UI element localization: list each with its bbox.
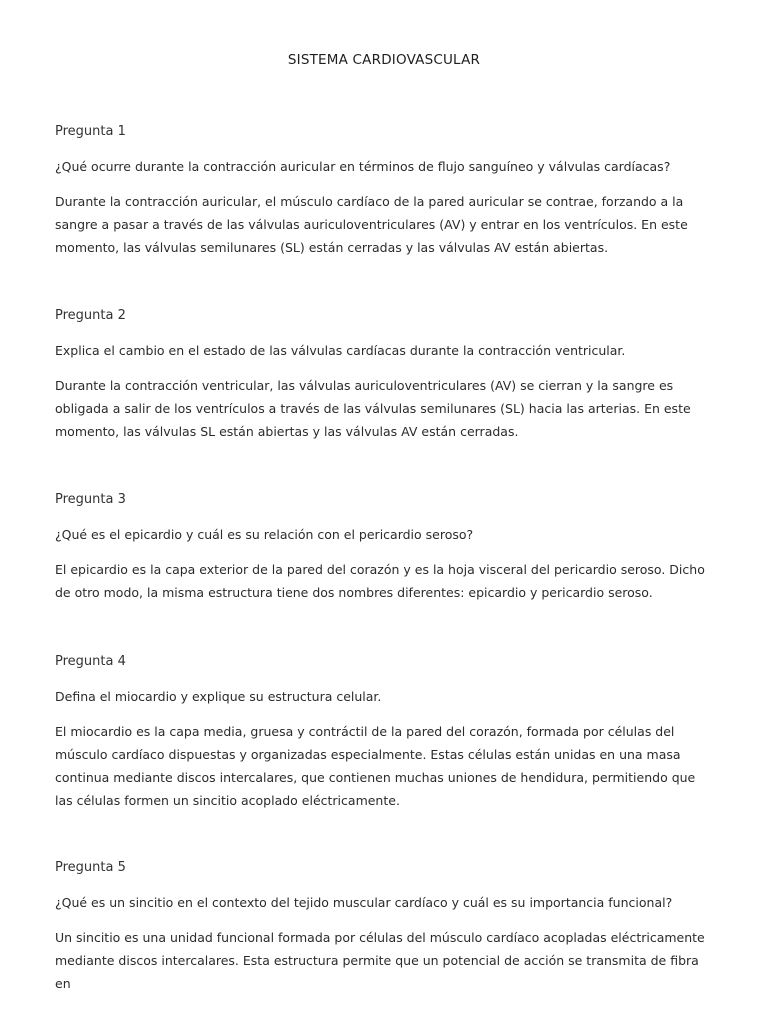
question-label: Pregunta 4 [55, 654, 126, 669]
question-label: Pregunta 2 [55, 308, 126, 323]
question-label: Pregunta 5 [55, 860, 126, 875]
question-text: Explica el cambio en el estado de las válvulas cardíacas durante la contracción ventricular. [55, 343, 626, 358]
question-block-3 [55, 492, 715, 604]
question-label: Pregunta 1 [55, 124, 126, 139]
answer-text: Durante la contracción ventricular, las válvulas auriculoventriculares (AV) se cierran y la sangre es obligada a salir de los ventrículos a través de las válvulas semilunares (SL) hacia las arterias. En este momento, las válvulas SL están abiertas y las válvulas AV están cerradas. [55, 378, 691, 439]
answer-text: Durante la contracción auricular, el músculo cardíaco de la pared auricular se contrae, forzando a la sangre a pasar a través de las válvulas auriculoventriculares (AV) y entrar en los ventrículos. En este momento, las válvulas semilunares (SL) están cerradas y las válvulas AV están abiertas. [55, 194, 688, 255]
question-text: ¿Qué es un sincitio en el contexto del tejido muscular cardíaco y cuál es su importancia funcional? [55, 895, 673, 910]
question-block-5 [55, 860, 715, 995]
question-block-1 [55, 124, 715, 259]
question-text: Defina el miocardio y explique su estructura celular. [55, 689, 382, 704]
question-block-2 [55, 308, 715, 443]
document-title: SISTEMA CARDIOVASCULAR [287, 52, 481, 68]
answer-text: El epicardio es la capa exterior de la pared del corazón y es la hoja visceral del pericardio seroso. Dicho de otro modo, la misma estructura tiene dos nombres diferentes: epicardio y pericardio seroso. [55, 562, 705, 600]
question-text: ¿Qué ocurre durante la contracción auricular en términos de flujo sanguíneo y válvulas cardíacas? [55, 159, 671, 174]
question-text: ¿Qué es el epicardio y cuál es su relación con el pericardio seroso? [55, 527, 474, 542]
question-block-4 [55, 654, 715, 812]
question-label: Pregunta 3 [55, 492, 126, 507]
answer-text: El miocardio es la capa media, gruesa y contráctil de la pared del corazón, formada por células del músculo cardíaco dispuestas y organizadas especialmente. Estas células están unidas en una masa continua mediante discos intercalares, que contienen muchas uniones de hendidura, permitiendo que las células formen un sincitio acoplado eléctricamente. [55, 724, 696, 808]
answer-text: Un sincitio es una unidad funcional formada por células del músculo cardíaco acopladas eléctricamente mediante discos intercalares. Esta estructura permite que un potencial de acción se transmita de fibra en [55, 930, 705, 991]
